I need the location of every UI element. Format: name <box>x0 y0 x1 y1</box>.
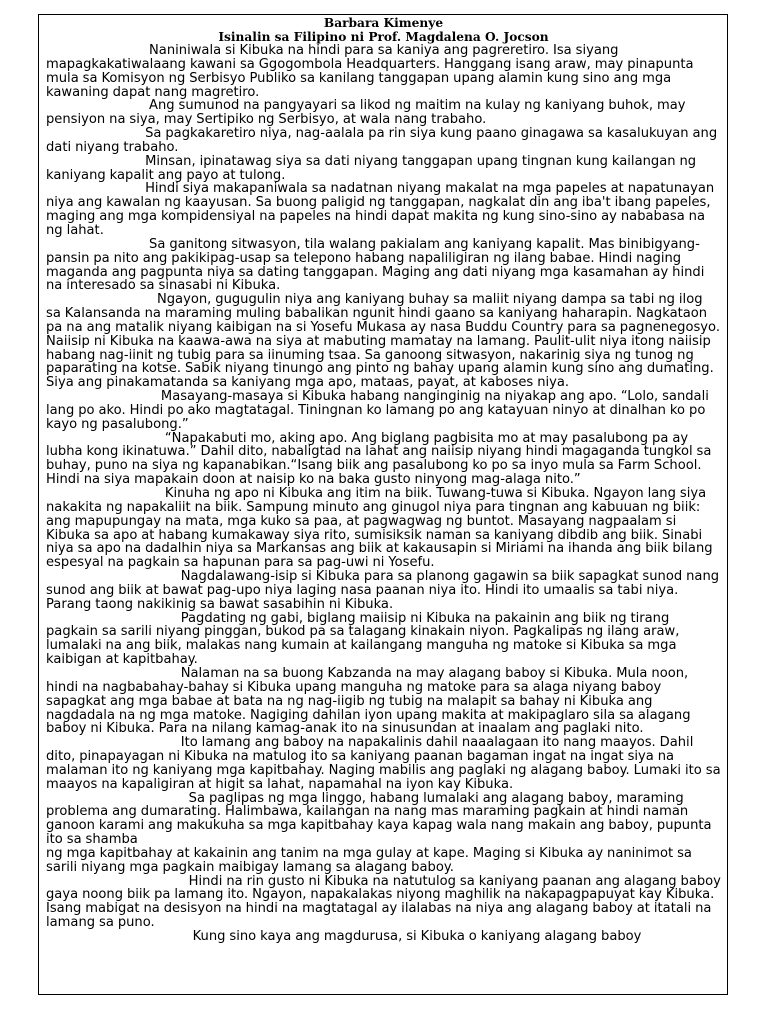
paragraph-6: Sa ganitong sitwasyon, tila walang pakialam ang kaniyang kapalit. Mas binibigyang-pansin pa nito ang pakikipag-usap sa telepono habang napaliligiran ng ilang babae. Hindi naging maganda ang pagpunta niya sa dating tanggapan. Maging ang dati niyang mga kasamahan ay hindi na interesado sa sinasabi ni Kibuka. <box>46 236 709 294</box>
paragraph-14: Ito lamang ang baboy na napakalinis dahil naaalagaan ito nang maayos. Dahil dito, pinapayagan ni Kibuka na matulog ito sa kaniyang paanan bagaman ingat na ingat siya na malaman ito ng kaniyang mga kapitbahay. Naging mabilis ang paglaki ng alagang baboy. Lumaki ito sa maayos na kapaligiran at higit sa lahat, napamahal na iyon kay Kibuka. <box>46 735 725 792</box>
paragraph-8: Masayang-masaya si Kibuka habang nanginginig na niyakap ang apo. “Lolo, sandali lang po ako. Hindi po ako magtatagal. Tiningnan ko lamang po ang katayuan ninyo at dinalhan ko po kayo ng pasalubong.” <box>46 389 713 432</box>
paragraph-10: Kinuha ng apo ni Kibuka ang itim na biik. Tuwang-tuwa si Kibuka. Ngayon lang siya nakakita ng napakaliit na biik. Sampung minuto ang ginugol niya para tingnan ang kabuuan ng biik: ang mapupungay na mata, mga kuko sa paa, at pagwagwag ng buntot. Masayang nagpaalam si Kibuka sa apo at habang kumakaway siya rito, sumisiksik naman sa kaniyang dibdib ang biik. Sinabi niya sa apo na dadalhin niya sa Markansas ang biik at kakausapin si Miriami na ihanda ang biik bilang espesyal na pagkain sa hapunan para sa pag-uwi ni Yosefu. <box>46 486 717 571</box>
paragraph-3: Sa pagkakaretiro niya, nag-aalala pa rin siya kung paano ginagawa sa kasalukuyan ang dati niyang trabaho. <box>46 126 722 155</box>
paragraph-16: Hindi na rin gusto ni Kibuka na natutulog sa kaniyang paanan ang alagang baboy gaya noong biik pa lamang ito. Ngayon, napakalakas niyong maghilik na nakapagpapuyat kay Kibuka. Isang mabigat na desisyon na hindi na magtatagal ay ilalabas na niya ang alagang baboy at itatali na lamang sa puno. <box>46 873 725 931</box>
paragraph-2: Ang sumunod na pangyayari sa likod ng maitim na kulay ng kaniyang buhok, may pensiyon na siya, may Sertipiko ng Serbisyo, at wala nang trabaho. <box>46 98 690 128</box>
author-name: Barbara Kimenye <box>323 16 444 30</box>
document-page <box>38 14 728 995</box>
paragraph-4: Minsan, ipinatawag siya sa dati niyang tanggapan upang tingnan kung kailangan ng kaniyang kapalit ang payo at tulong. <box>46 153 701 183</box>
paragraph-17: Kung sino kaya ang magdurusa, si Kibuka o kaniyang alagang baboy <box>46 929 642 944</box>
paragraph-1: Naniniwala si Kibuka na hindi para sa kaniya ang pagreretiro. Isa siyang mapagkakatiwalaang kawani sa Ggogombola Headquarters. Hanggang isang araw, may pinapunta mula sa Komisyon ng Serbisyo Publiko sa kanilang tanggapan upang alamin kung sino ang mga kawaning dapat nang magretiro. <box>46 43 698 100</box>
paragraph-11: Nagdalawang-isip si Kibuka para sa planong gagawin sa biik sapagkat sunod nang sunod ang biik at bawat pag-upo niya laging nasa paanan niya ito. Hindi ito umaalis sa tabi niya. Parang taong nakikinig sa bawat sasabihin ni Kibuka. <box>46 569 724 612</box>
paragraph-12: Pagdating ng gabi, biglang maiisip ni Kibuka na pakainin ang biik ng tirang pagkain sa sarili niyang pinggan, bukod pa sa talagang kinakain niyon. Pagkalipas ng ilang araw, lumalaki na ang biik, malakas nang kumain at kailangang manguha ng matoke si Kibuka sa mga kaibigan at kapitbahay. <box>46 610 684 668</box>
paragraph-9: “Napakabuti mo, aking apo. Ang biglang pagbisita mo at may pasalubong pa ay lubha kong ikinatuwa.” Dahil dito, nabaligtad na lahat ang naiisip niyang hindi magaganda tungkol sa buhay, puno na siya ng kapanabikan.“Isang biik ang pasalubong ko po sa inyo mula sa Farm School. Hindi na siya mapakain doon at naisip ko na baka gusto ninyong mag-alaga nito.” <box>46 430 716 488</box>
paragraph-7: Ngayon, gugugulin niya ang kaniyang buhay sa maliit niyang dampa sa tabi ng ilog sa Kalansanda na maraming muling babalikan ngunit hindi gaano sa kaniyang haharapin. Nagkataon pa na ang matalik niyang kaibigan na si Yosefu Mukasa ay nasa Buddu Country para sa pagnenegosyo. Naiisip ni Kibuka na kaawa-awa na siya at mabuting mamatay na lamang. Paulit-ulit niya itong naiisip habang nag-iinit ng tubig para sa iinuming tsaa. Sa ganoong sitwasyon, nakarinig siya ng tunog ng paparating na kotse. Sabik niyang tinungo ang pinto ng bahay upang alamin kung sino ang dumating. Siya ang pinakamatanda sa kaniyang mga apo, mataas, payat, at kaboses niya. <box>46 292 724 391</box>
story-body <box>46 43 725 944</box>
paragraph-13: Nalaman na sa buong Kabzanda na may alagang baboy si Kibuka. Mula noon, hindi na nagbabahay-bahay si Kibuka upang manguha ng matoke para sa alaga niyang baboy sapagkat ang mga babae at bata na ng nag-iigib ng tubig na malapit sa bahay ni Kibuka ang nagdadala na ng mga matoke. Nagiging dahilan iyon upang makita at makipaglaro sila sa alagang baboy ni Kibuka. Para na nilang kamag-anak ito na sinusundan at inaalam ang paglaki nito. <box>46 665 695 737</box>
translator-credit: Isinalin sa Filipino ni Prof. Magdalena O. Jocson <box>218 30 549 44</box>
paragraph-5: Hindi siya makapaniwala sa nadatnan niyang makalat na mga papeles at napatunayan niya ang kawalan ng kaayusan. Sa buong paligid ng tanggapan, nagkalat din ang iba't ibang papeles, maging ang mga kompidensiyal na papeles na hindi dapat makita ng kung sino-sino ay nababasa na ng lahat. <box>46 181 719 238</box>
paragraph-15: Sa paglipas ng mga linggo, habang lumalaki ang alagang baboy, maraming problema ang dumarating. Halimbawa, kailangan na nang mas maraming pagkain at hindi naman ganoon karami ang makukuha sa mga kapitbahay kaya kapag wala nang makain ang baboy, pupunta ito sa shamba ng mga kapitbahay at kakainin ang tanim na mga gulay at kape. Maging si Kibuka ay naninimot sa sarili niyang mga pagkain maibigay lamang sa alagang baboy. <box>46 790 712 875</box>
